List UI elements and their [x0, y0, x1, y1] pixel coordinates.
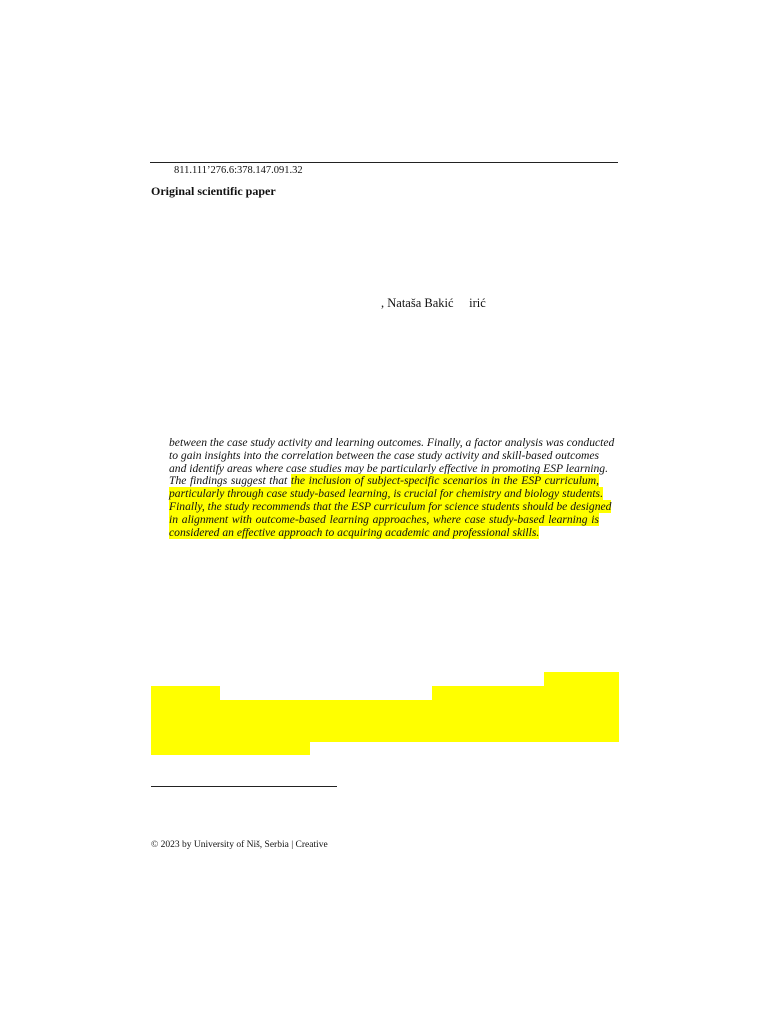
abstract-line: to gain insights into the correlation between the case study activity and skill-based outcomes	[169, 448, 600, 462]
highlighted-text: particularly through case study-based learning, is crucial for chemistry and biology students.	[169, 487, 603, 501]
header-rule	[150, 162, 618, 163]
udc-code: 811.111’276.6:378.147.091.32	[174, 165, 303, 176]
abstract-text: The findings suggest that	[169, 474, 291, 488]
abstract-line	[169, 527, 599, 540]
abstract-line: between the case study activity and learning outcomes. Finally, a factor analysis was conducted	[169, 436, 615, 449]
highlight-block	[432, 686, 619, 700]
abstract-line: and identify areas where case studies may be particularly effective in promoting ESP learning.	[169, 461, 608, 475]
highlighted-text: the study recommends that the ESP curriculum for science students should be designed	[207, 499, 612, 513]
abstract	[169, 436, 615, 539]
highlight-block	[151, 686, 220, 700]
highlight-block	[151, 728, 619, 742]
author-list: , Nataša Bakić irić	[381, 296, 486, 310]
highlighted-text: the inclusion of subject-specific scenarios in the ESP curriculum,	[290, 474, 600, 488]
highlight-block	[544, 672, 619, 686]
highlight-block	[151, 742, 310, 755]
highlight-block	[151, 714, 619, 728]
paper-type: Original scientific paper	[151, 184, 276, 198]
highlight-block	[151, 700, 619, 714]
abstract-line	[169, 514, 599, 527]
copyright-notice: © 2023 by University of Niš, Serbia | Creative	[151, 840, 328, 850]
footnote-rule	[151, 786, 337, 787]
highlighted-text: in alignment with outcome-based learning approaches, where case study-based learning is	[169, 512, 599, 526]
abstract-line	[169, 499, 612, 514]
highlighted-text: Finally,	[169, 499, 208, 513]
highlighted-text: considered an effective approach to acquiring academic and professional skills.	[169, 525, 540, 539]
